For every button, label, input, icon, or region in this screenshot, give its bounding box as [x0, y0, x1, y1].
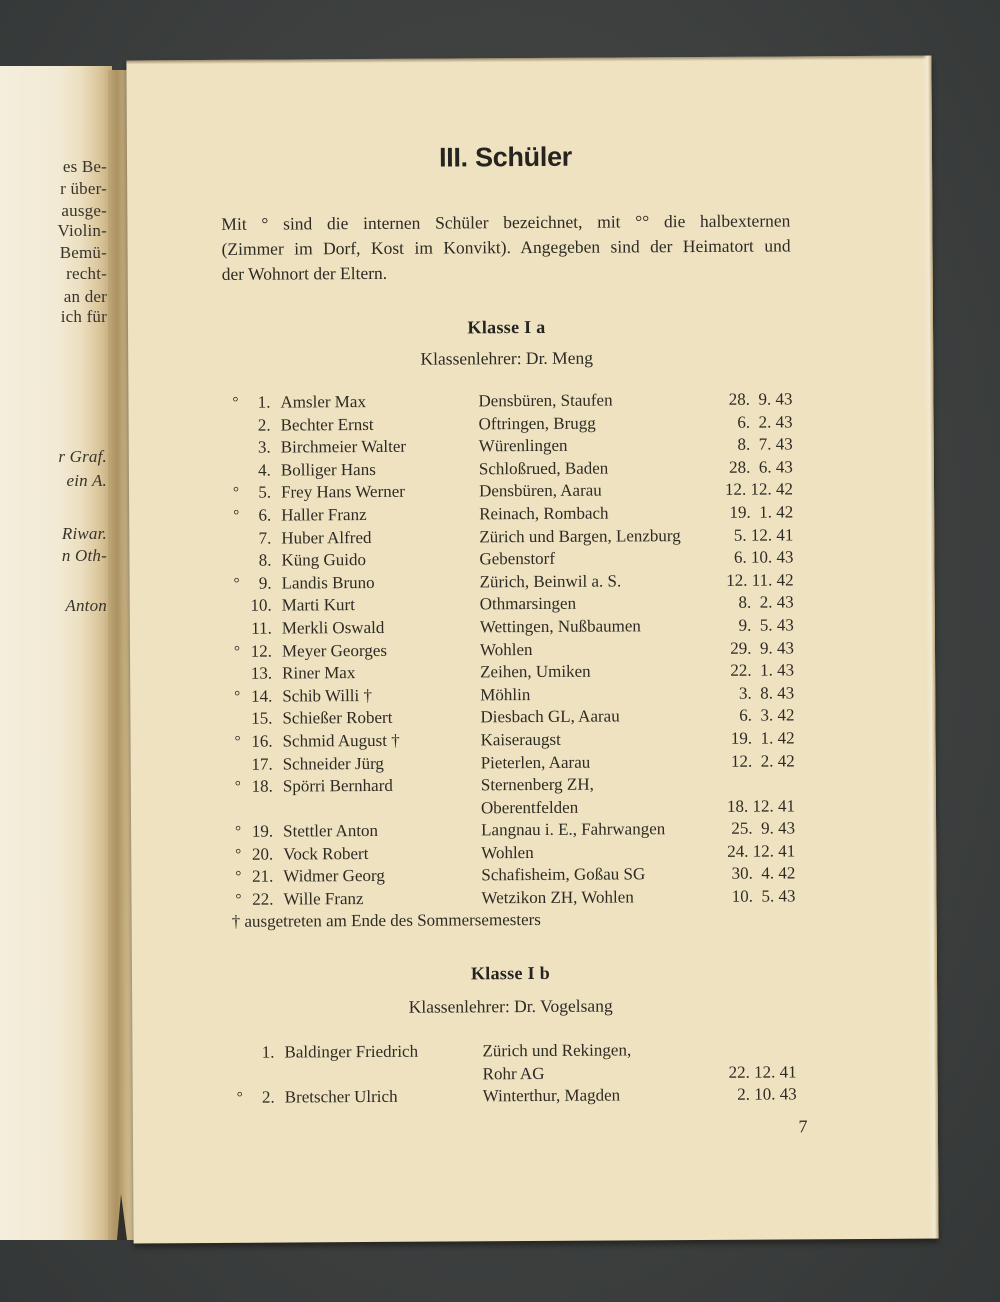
intern-marker: °	[234, 688, 241, 705]
student-name: Spörri Bernhard	[282, 775, 393, 796]
student-places: Wohlen	[479, 639, 533, 659]
student-places: Wohlen	[481, 842, 534, 863]
intern-marker: °	[234, 778, 241, 795]
klasse-1b-heading: Klasse I b	[470, 962, 551, 984]
student-name: Schneider Jürg	[282, 753, 384, 774]
student-birthdate: 5. 12. 41	[733, 524, 794, 545]
intern-marker	[224, 708, 240, 731]
student-places: Zürich und Bargen, Lenzburg	[479, 525, 681, 546]
student-name: Küng Guido	[281, 550, 367, 570]
student-number: 3.	[257, 437, 271, 457]
student-name: Riner Max	[282, 663, 356, 683]
student-number: 11.	[251, 618, 272, 638]
student-row	[227, 1084, 797, 1110]
student-birthdate: 6. 2. 43	[737, 412, 793, 432]
student-name: Birchmeier Walter	[280, 436, 407, 457]
student-places: Schafisheim, Goßau SG	[481, 864, 646, 885]
student-birthdate: 29. 9. 43	[730, 637, 795, 658]
student-number: 2.	[257, 415, 271, 435]
student-birthdate: 12. 12. 42	[724, 479, 794, 500]
student-number: 10.	[250, 595, 272, 616]
student-birthdate: 8. 2. 43	[738, 592, 794, 613]
klasse-1b-roster	[226, 1038, 796, 1109]
student-name: Haller Franz	[281, 504, 367, 525]
facing-page-text-fragment: es Be-	[62, 157, 107, 176]
student-birthdate: 12. 11. 42	[726, 570, 794, 590]
student-name: Schießer Robert	[282, 708, 393, 728]
intern-marker	[223, 460, 239, 483]
student-places: Wetzikon ZH, Wohlen	[481, 887, 634, 908]
intern-marker	[227, 1064, 243, 1087]
student-birthdate: 22. 12. 41	[728, 1061, 797, 1082]
intern-marker: °	[235, 869, 242, 886]
student-birthdate: 6. 10. 43	[733, 547, 794, 567]
student-birthdate: 18. 12. 41	[726, 796, 796, 816]
facing-page-text-fragment: recht-	[66, 264, 107, 283]
intern-marker	[223, 437, 239, 460]
intern-marker: °	[233, 507, 240, 524]
student-name: Baldinger Friedrich	[284, 1041, 419, 1062]
student-birthdate: 30. 4. 42	[731, 863, 796, 884]
intern-marker	[225, 753, 241, 776]
student-number: 7.	[258, 528, 272, 548]
facing-page-text-fragment: r über-	[60, 179, 107, 198]
student-name: Huber Alfred	[281, 527, 372, 548]
intern-marker: °	[235, 891, 242, 908]
intern-marker	[224, 663, 240, 686]
student-birthdate: 10. 5. 43	[731, 886, 796, 906]
page-title: III. Schüler	[438, 141, 573, 173]
intro-paragraph	[221, 208, 790, 286]
student-birthdate: 8. 7. 43	[737, 434, 793, 454]
student-name: Frey Hans Werner	[280, 482, 405, 502]
student-birthdate: 25. 9. 43	[731, 818, 796, 839]
student-name: Bechter Ernst	[280, 414, 374, 435]
intern-marker: °	[236, 1089, 243, 1107]
student-places: Oftringen, Brugg	[478, 413, 596, 433]
student-name: Meyer Georges	[281, 640, 388, 661]
student-name	[283, 797, 481, 821]
student-birthdate: 28. 6. 43	[729, 457, 793, 477]
section-klasse-1a	[222, 315, 796, 909]
student-number: 13.	[250, 663, 273, 683]
student-places: Langnau i. E., Fahrwangen	[481, 819, 666, 840]
facing-page-text-fragment: Anton	[65, 596, 107, 615]
student-places: Pieterlen, Aarau	[480, 752, 591, 772]
intro-line: der Wohnort der Eltern.	[221, 262, 388, 284]
footnote: † ausgetreten am Ende des Sommersemesters	[231, 909, 541, 931]
student-number: 15.	[251, 708, 273, 729]
student-places: Gebenstorf	[479, 549, 556, 569]
facing-page-text-fragment: an der	[63, 287, 107, 306]
klasse-1a-heading: Klasse I a	[467, 316, 546, 338]
intern-marker: °	[234, 733, 241, 750]
student-places: Zeihen, Umiken	[480, 661, 591, 682]
facing-page-edge	[0, 66, 112, 1240]
student-places: Rohr AG	[482, 1063, 545, 1083]
student-places: Diesbach GL, Aarau	[480, 706, 620, 727]
student-places: Oberentfelden	[480, 797, 579, 818]
student-places: Möhlin	[480, 684, 531, 705]
page-number: 7	[798, 1116, 808, 1137]
student-birthdate: 12. 2. 42	[730, 750, 795, 771]
student-number: 12.	[250, 641, 273, 661]
student-places: Zürich und Rekingen,	[482, 1040, 632, 1061]
student-number: 1.	[257, 392, 271, 412]
student-number: 9.	[258, 573, 272, 593]
intern-marker	[223, 527, 239, 550]
student-birthdate: 19. 1. 42	[730, 728, 795, 748]
book-page	[126, 56, 938, 1244]
intern-marker	[223, 414, 239, 437]
student-number	[241, 798, 273, 821]
student-number: 4.	[258, 460, 271, 480]
student-places: Wettingen, Nußbaumen	[479, 616, 641, 637]
klasse-1a-roster	[222, 388, 795, 911]
student-number: 20.	[251, 844, 274, 864]
student-name: Widmer Georg	[283, 866, 385, 886]
student-places: Othmarsingen	[479, 594, 577, 614]
intro-line: Mit ° sind die internen Schüler bezeichnet, mit °° die halbexternen	[221, 210, 791, 234]
facing-page-text-fragment: ein A.	[66, 471, 107, 490]
student-number: 17.	[251, 754, 273, 774]
student-birthdate: 28. 9. 43	[728, 389, 793, 409]
student-number: 21.	[252, 867, 274, 887]
student-birthdate: 24. 12. 41	[727, 841, 796, 861]
student-name: Schmid August †	[282, 730, 400, 751]
intern-marker: °	[233, 643, 241, 660]
klasse-1a-teacher: Klassenlehrer: Dr. Meng	[420, 347, 594, 369]
student-birthdate: 19. 1. 42	[729, 502, 794, 522]
student-places: Zürich, Beinwil a. S.	[479, 571, 622, 592]
student-number: 5.	[258, 482, 272, 503]
intern-marker: °	[233, 575, 240, 592]
student-birthdate: 2. 10. 43	[737, 1084, 797, 1104]
intern-marker	[226, 1042, 242, 1065]
student-number: 18.	[251, 776, 273, 796]
student-name	[285, 1063, 483, 1087]
student-name: Bretscher Ulrich	[284, 1087, 398, 1107]
facing-page-text-fragment: r Graf.	[58, 447, 107, 466]
student-number: 19.	[251, 821, 274, 841]
student-number: 1.	[261, 1042, 275, 1062]
student-number: 22.	[252, 889, 274, 909]
facing-page-text-fragment: Violin-	[57, 221, 107, 240]
student-number: 2.	[261, 1087, 275, 1107]
intern-marker: °	[232, 394, 239, 411]
klasse-1b-teacher: Klassenlehrer: Dr. Vogelsang	[408, 995, 613, 1017]
student-name: Landis Bruno	[281, 572, 375, 593]
intro-line: (Zimmer im Dorf, Kost im Konvikt). Angegeben sind der Heimatort und	[221, 235, 791, 259]
student-places: Densbüren, Staufen	[478, 390, 613, 411]
intern-marker: °	[232, 485, 240, 502]
student-places: Würenlingen	[478, 435, 568, 456]
student-birthdate: 3. 8. 43	[738, 683, 795, 703]
student-birthdate: 9. 5. 43	[738, 615, 794, 635]
student-name: Wille Franz	[283, 889, 364, 909]
student-name: Vock Robert	[283, 843, 369, 864]
student-birthdate: 6. 3. 42	[739, 705, 795, 726]
student-name: Bolliger Hans	[280, 459, 376, 480]
intern-marker	[223, 550, 239, 573]
student-places: Kaiseraugst	[480, 729, 561, 750]
student-number: 8.	[258, 550, 272, 570]
student-places: Reinach, Rombach	[479, 503, 609, 524]
student-places: Sternenberg ZH,	[480, 774, 594, 795]
student-name: Schib Willi †	[282, 685, 373, 706]
intern-marker	[225, 798, 241, 821]
facing-page-text-fragment: ausge-	[61, 201, 107, 220]
intern-marker	[224, 618, 240, 641]
facing-page-text-fragment: Bemü-	[59, 243, 107, 262]
intern-marker	[224, 595, 240, 618]
student-name: Merkli Oswald	[281, 617, 385, 638]
student-name: Marti Kurt	[281, 595, 355, 615]
section-klasse-1b	[226, 961, 797, 1107]
student-name: Amsler Max	[280, 392, 367, 412]
student-places: Winterthur, Magden	[482, 1085, 621, 1106]
facing-page-text-fragment: n Oth-	[61, 546, 107, 565]
student-birthdate: 22. 1. 43	[730, 660, 795, 680]
student-number: 6.	[258, 505, 272, 525]
facing-page-text-fragment: Riwar.	[61, 524, 107, 543]
student-number: 14.	[250, 686, 273, 706]
student-name: Stettler Anton	[283, 821, 379, 841]
student-row	[225, 885, 795, 911]
student-number	[243, 1064, 275, 1087]
intern-marker: °	[235, 824, 242, 841]
intern-marker: °	[235, 846, 242, 863]
facing-page-text-fragment: ich für	[60, 307, 107, 326]
student-places: Densbüren, Aarau	[478, 480, 602, 501]
student-places: Schloßrued, Baden	[478, 458, 609, 479]
student-number: 16.	[251, 731, 273, 751]
